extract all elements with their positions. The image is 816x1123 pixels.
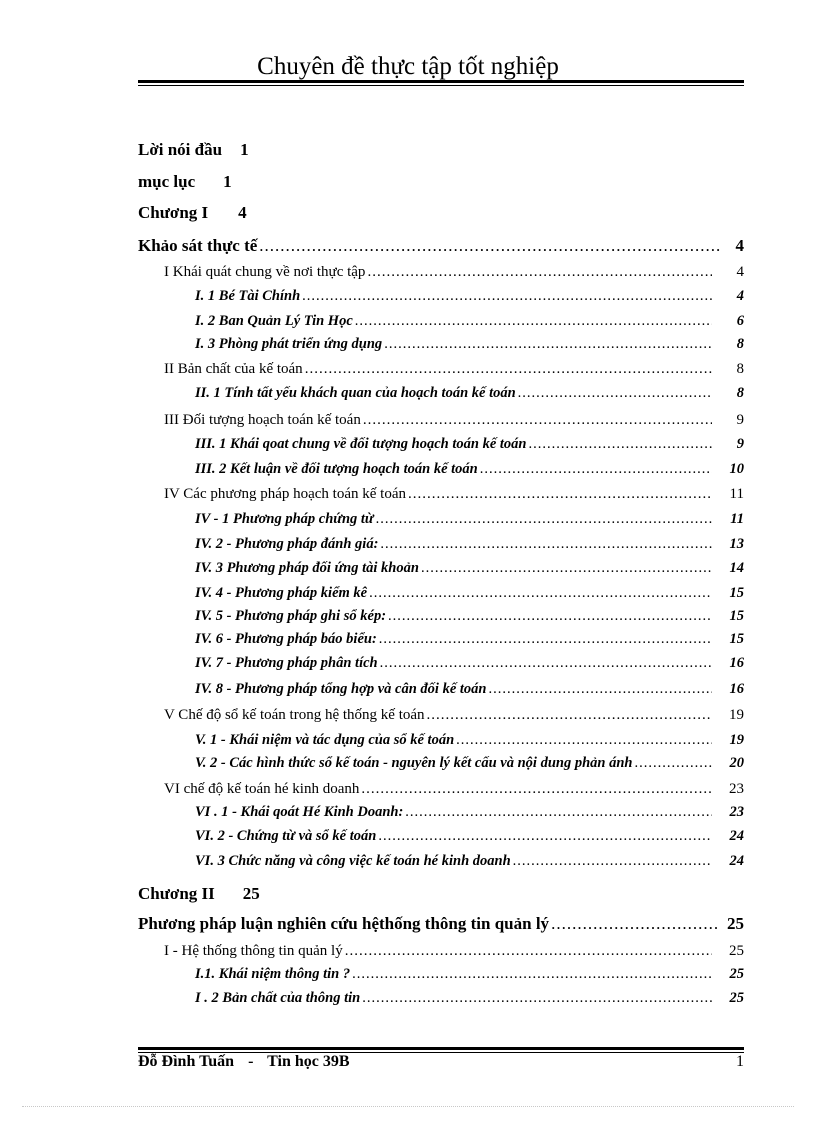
toc-entry-title: Chương I — [138, 203, 209, 222]
toc-dot-leader — [369, 583, 712, 603]
toc-entry-page: 24 — [729, 853, 744, 869]
page-edge — [22, 1106, 794, 1107]
toc-entry — [195, 964, 744, 984]
toc-dot-leader — [384, 334, 712, 354]
toc-entry-title: V Chế độ sổ kế toán trong hệ thống kế toán — [164, 707, 425, 723]
toc-entry-page: 9 — [736, 436, 744, 452]
toc-entry-page: 4 — [736, 264, 744, 280]
toc-entry-page: 25 — [729, 943, 744, 959]
toc-entry — [138, 914, 744, 934]
toc-entry-title: I.1. Khái niệm thông tin ? — [195, 966, 351, 982]
toc-entry-page: 19 — [729, 732, 744, 748]
toc-entry — [195, 434, 744, 454]
toc-entry-page: 4 — [735, 236, 744, 255]
toc-entry-title: I. 3 Phòng phát triển ứng dụng — [195, 336, 383, 352]
toc-dot-leader — [529, 434, 713, 454]
toc-entry-preface — [138, 140, 249, 160]
document-header-title: Chuyên đề thực tập tốt nghiệp — [257, 53, 559, 80]
toc-entry-page: 20 — [729, 755, 744, 771]
toc-entry-page: 16 — [729, 681, 744, 697]
footer-separator: - — [248, 1053, 254, 1070]
toc-entry-title: VI. 2 - Chứng từ và sổ kế toán — [195, 828, 377, 844]
toc-entry-title: Lời nói đầu — [138, 140, 223, 159]
toc-dot-leader — [361, 779, 712, 799]
toc-entry — [164, 359, 744, 379]
toc-entry — [195, 629, 744, 649]
toc-entry — [195, 851, 744, 871]
toc-entry — [164, 262, 744, 282]
toc-dot-leader — [480, 459, 712, 479]
toc-entry-page: 10 — [729, 461, 744, 477]
toc-entry-page: 11 — [730, 511, 744, 527]
toc-entry-page: 1 — [240, 140, 249, 159]
toc-entry-title: I Khái quát chung về nơi thực tập — [164, 264, 366, 280]
toc-entry — [195, 558, 744, 578]
toc-entry — [195, 653, 744, 673]
toc-entry-page: 25 — [727, 914, 744, 933]
toc-entry-page: 15 — [729, 631, 744, 647]
toc-entry-title: II Bản chất của kế toán — [164, 361, 303, 377]
toc-dot-leader — [362, 988, 712, 1008]
toc-entry-title: Khảo sát thực tế — [138, 236, 258, 255]
toc-dot-leader — [427, 705, 712, 725]
toc-entry-page: 15 — [729, 585, 744, 601]
toc-entry-page: 24 — [729, 828, 744, 844]
toc-entry-title: III. 1 Khái qoat chung về đối tượng hoạch toán kế toán — [195, 436, 527, 452]
toc-entry-page: 15 — [729, 608, 744, 624]
toc-dot-leader — [302, 286, 712, 306]
toc-dot-leader — [367, 262, 712, 282]
toc-dot-leader — [378, 826, 712, 846]
toc-entry-page: 6 — [736, 313, 744, 329]
toc-dot-leader — [551, 914, 720, 934]
toc-entry — [195, 534, 744, 554]
toc-dot-leader — [408, 484, 712, 504]
toc-dot-leader — [352, 964, 712, 984]
page-footer — [138, 1052, 744, 1072]
toc-dot-leader — [456, 730, 712, 750]
toc-entry-title: IV. 5 - Phương pháp ghi sổ kép: — [195, 608, 387, 624]
toc-entry-page: 8 — [736, 336, 744, 352]
toc-entry-page: 23 — [729, 781, 744, 797]
toc-entry — [195, 311, 744, 331]
footer-author: Đỗ Đình Tuấn — [138, 1053, 235, 1070]
toc-entry-page: 25 — [729, 990, 744, 1006]
toc-entry-page: 4 — [736, 288, 744, 304]
toc-entry-page: 19 — [729, 707, 744, 723]
toc-entry — [164, 941, 744, 961]
toc-entry — [195, 988, 744, 1008]
toc-entry — [195, 606, 744, 626]
toc-dot-leader — [259, 236, 720, 256]
toc-dot-leader — [518, 383, 712, 403]
toc-dot-leader — [355, 311, 712, 331]
toc-entry — [195, 459, 744, 479]
toc-entry-title: IV. 2 - Phương pháp đánh giá: — [195, 536, 379, 552]
toc-entry-title: IV. 3 Phương pháp đối ứng tài khoản — [195, 560, 419, 576]
toc-entry-title: IV - 1 Phương pháp chứng từ — [195, 511, 374, 527]
toc-entry-page: 8 — [736, 385, 744, 401]
toc-entry-title: I . 2 Bản chất của thông tin — [195, 990, 361, 1006]
toc-entry-title: VI. 3 Chức năng và công việc kế toán hé kinh doanh — [195, 853, 511, 869]
toc-entry-title: I - Hệ thống thông tin quản lý — [164, 943, 343, 959]
toc-dot-leader — [363, 410, 712, 430]
toc-dot-leader — [388, 606, 712, 626]
toc-entry — [195, 802, 744, 822]
toc-entry-title: V. 2 - Các hình thức sổ kế toán - nguyên lý kết cấu và nội dung phản ánh — [195, 755, 633, 771]
toc-entry-title: I. 2 Ban Quản Lý Tin Học — [195, 313, 353, 329]
toc-entry-page: 14 — [729, 560, 744, 576]
toc-dot-leader — [380, 534, 712, 554]
toc-entry-page: 9 — [736, 412, 744, 428]
toc-entry — [195, 679, 744, 699]
toc-entry — [195, 826, 744, 846]
toc-entry-title: IV. 7 - Phương pháp phân tích — [195, 655, 378, 671]
toc-entry — [195, 383, 744, 403]
toc-entry-page: 23 — [729, 804, 744, 820]
toc-entry — [138, 236, 744, 256]
toc-entry-title: IV. 4 - Phương pháp kiểm kê — [195, 585, 368, 601]
toc-entry-page: 25 — [242, 884, 260, 903]
toc-entry-title: II. 1 Tính tất yếu khách quan của hoạch toán kế toán — [195, 385, 516, 401]
toc-entry-page: 8 — [736, 361, 744, 377]
toc-entry — [195, 334, 744, 354]
toc-entry — [164, 779, 744, 799]
toc-dot-leader — [379, 629, 712, 649]
footer-page-number: 1 — [736, 1053, 744, 1070]
toc-entry-chapter-2 — [138, 884, 260, 904]
toc-entry-page: 11 — [729, 486, 744, 502]
toc-entry-title: VI . 1 - Khái qoát Hé Kinh Doanh: — [195, 804, 404, 820]
toc-entry-page: 13 — [729, 536, 744, 552]
toc-entry — [164, 705, 744, 725]
toc-entry-page: 4 — [238, 203, 247, 222]
toc-entry-title: IV. 8 - Phương pháp tổng hợp và cân đối kế toán — [195, 681, 487, 697]
toc-entry-page: 1 — [223, 172, 232, 191]
toc-entry-title: III Đối tượng hoạch toán kế toán — [164, 412, 361, 428]
toc-entry — [195, 286, 744, 306]
toc-entry-chapter-1 — [138, 203, 247, 223]
toc-entry-title: V. 1 - Khái niệm và tác dụng của sổ kế toán — [195, 732, 455, 748]
toc-entry-title: IV Các phương pháp hoạch toán kế toán — [164, 486, 406, 502]
toc-dot-leader — [634, 753, 712, 773]
toc-dot-leader — [488, 679, 712, 699]
toc-dot-leader — [380, 653, 712, 673]
toc-dot-leader — [421, 558, 712, 578]
toc-dot-leader — [513, 851, 712, 871]
toc-dot-leader — [376, 509, 712, 529]
toc-entry-title: III. 2 Kết luận về đối tượng hoạch toán kế toán — [195, 461, 478, 477]
toc-dot-leader — [305, 359, 712, 379]
toc-entry-title: Chương II — [138, 884, 215, 903]
toc-entry — [195, 509, 744, 529]
toc-dot-leader — [345, 941, 712, 961]
toc-entry — [195, 730, 744, 750]
toc-entry-title: VI chế độ kế toán hé kinh doanh — [164, 781, 360, 797]
toc-entry-page: 16 — [729, 655, 744, 671]
footer-class: Tin học 39B — [267, 1053, 350, 1070]
toc-entry — [195, 583, 744, 603]
toc-entry-title: Phương pháp luận nghiên cứu hệthống thông tin quản lý — [138, 914, 550, 933]
toc-entry-title: mục lục — [138, 172, 196, 191]
toc-dot-leader — [405, 802, 712, 822]
toc-entry-title: I. 1 Bé Tài Chính — [195, 288, 301, 304]
toc-entry — [164, 484, 744, 504]
toc-entry-page: 25 — [729, 966, 744, 982]
toc-entry — [164, 410, 744, 430]
toc-entry — [195, 753, 744, 773]
toc-entry-title: IV. 6 - Phương pháp báo biểu: — [195, 631, 377, 647]
toc-entry-contents — [138, 172, 232, 192]
